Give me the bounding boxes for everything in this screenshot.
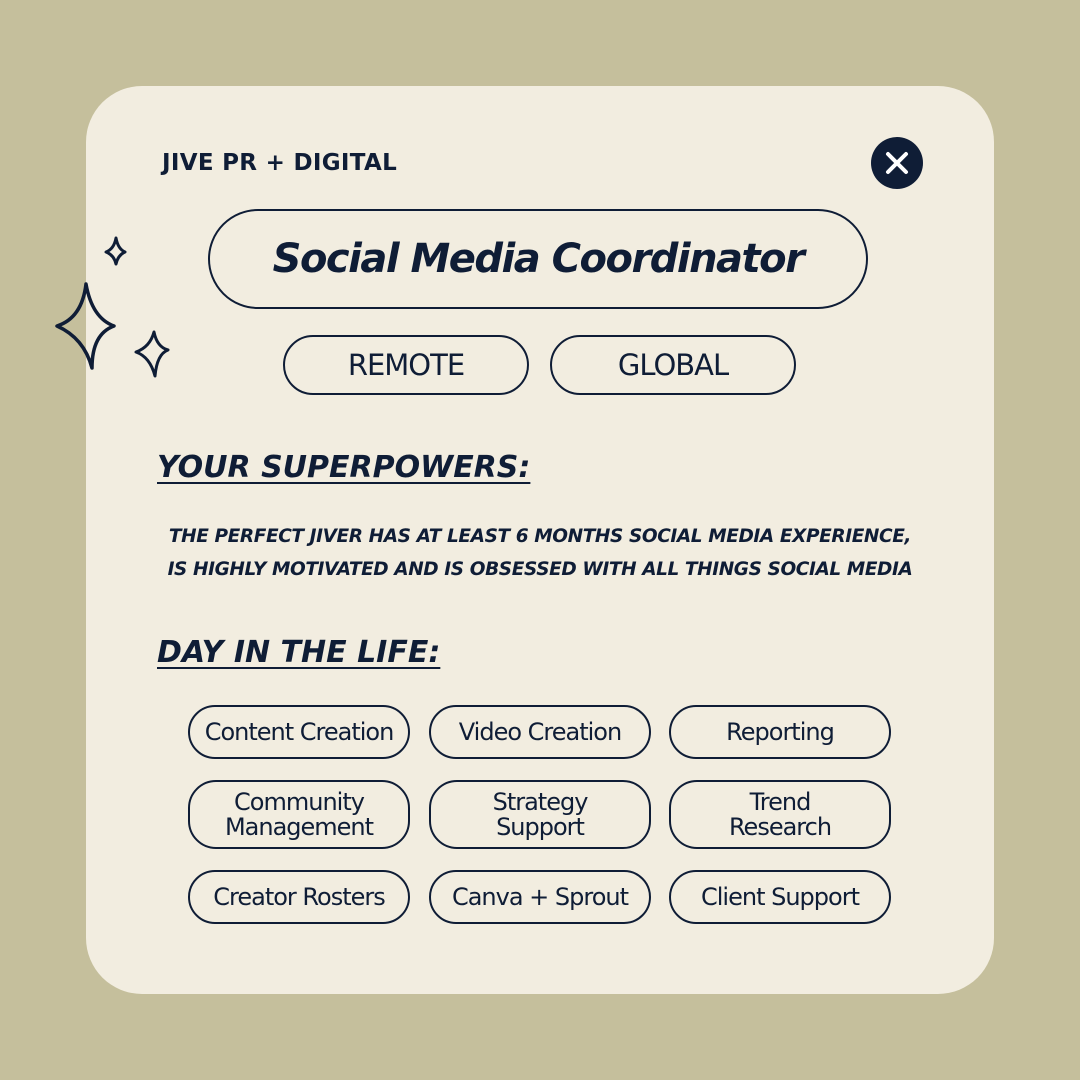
tag-global: GLOBAL <box>550 335 796 395</box>
day-in-life-heading: DAY IN THE LIFE: <box>157 635 441 670</box>
duty-chip: Video Creation <box>429 705 651 759</box>
brand-name: JIVE PR + DIGITAL <box>162 150 398 176</box>
job-title: Social Media Coordinator <box>208 209 868 309</box>
sparkle-medium-icon <box>136 332 168 376</box>
close-icon <box>885 151 909 175</box>
duty-chip: Strategy Support <box>429 780 651 849</box>
description-line: IS HIGHLY MOTIVATED AND IS OBSESSED WITH ALL THINGS SOCIAL MEDIA <box>167 559 913 580</box>
description-line: THE PERFECT JIVER HAS AT LEAST 6 MONTHS SOCIAL MEDIA EXPERIENCE, <box>168 526 912 547</box>
duty-chip: Reporting <box>669 705 891 759</box>
close-button[interactable] <box>871 137 923 189</box>
duty-chip: Community Management <box>188 780 410 849</box>
superpowers-description <box>135 520 945 586</box>
duty-chip: Canva + Sprout <box>429 870 651 924</box>
sparkle-small-icon <box>106 238 125 264</box>
duties-grid <box>188 705 893 927</box>
superpowers-heading: YOUR SUPERPOWERS: <box>157 450 531 485</box>
tag-remote: REMOTE <box>283 335 529 395</box>
duty-chip: Client Support <box>669 870 891 924</box>
duty-chip: Creator Rosters <box>188 870 410 924</box>
sparkles-decoration <box>0 0 200 400</box>
sparkle-large-icon <box>57 284 114 368</box>
duty-chip: Trend Research <box>669 780 891 849</box>
duty-chip: Content Creation <box>188 705 410 759</box>
